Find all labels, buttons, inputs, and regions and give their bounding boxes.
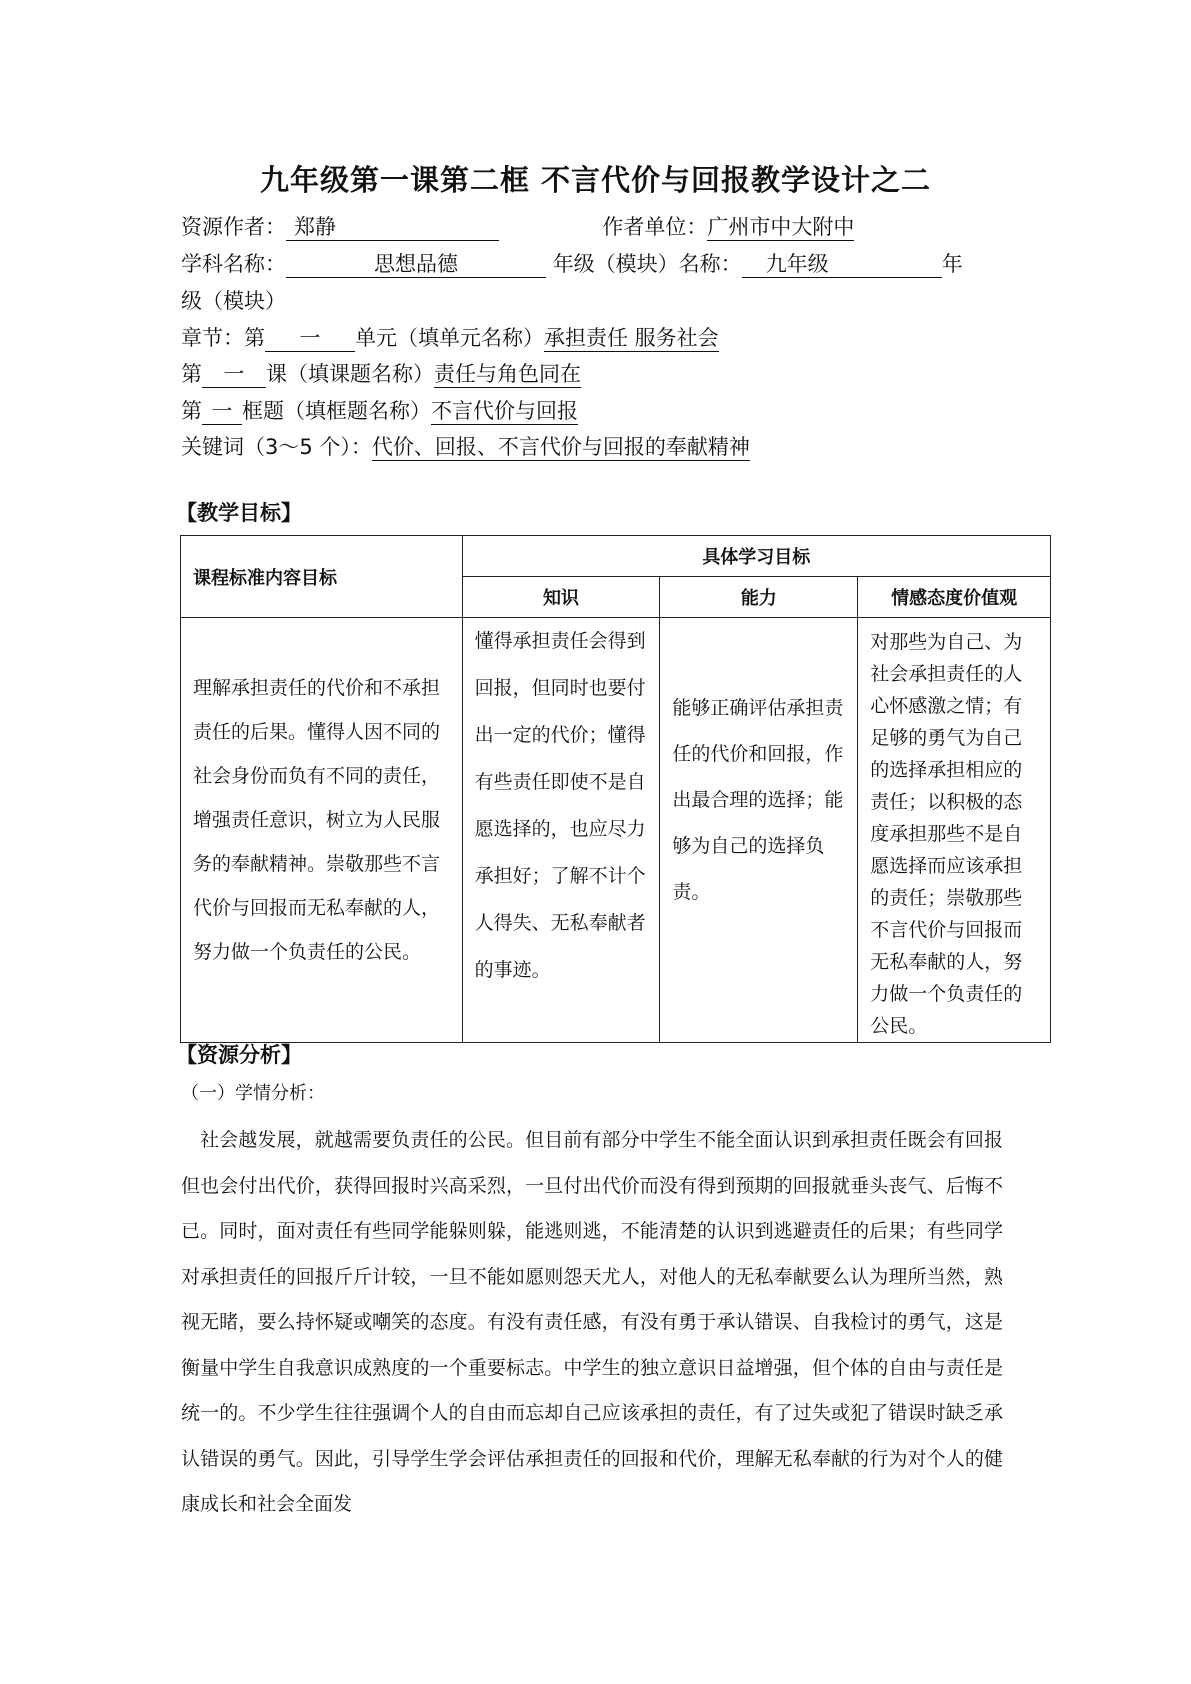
section-resource: 【资源分析】 <box>176 1043 302 1067</box>
col-ability-header: 能力 <box>660 577 858 618</box>
author-line <box>181 212 854 242</box>
lesson-line <box>181 359 581 389</box>
knowledge-cell <box>462 618 660 1043</box>
chapter-num: 一 <box>265 325 355 352</box>
subject-label: 学科名称： <box>181 252 286 276</box>
author-label: 资源作者： <box>181 215 286 239</box>
lesson-value: 责任与角色同在 <box>434 362 581 386</box>
frame-value: 不言代价与回报 <box>431 399 578 423</box>
analysis-paragraph: 社会越发展，就越需要负责任的公民。但目前有部分中学生不能全面认识到承担责任既会有回报但也会付出代价，获得回报时兴高采烈，一旦付出代价而没有得到预期的回报就垂头丧气、后悔不已。同时，面对责任有些同学能躲则躲，能逃则逃，不能清楚的认识到逃避责任的后果；有些同学对承担责任的回报斤斤计较，一旦不能如愿则怨天尤人，对他人的无私奉献要么认为理所当然，熟视无睹，要么持怀疑或嘲笑的态度。有没有责任感，有没有勇于承认错误、自我检讨的勇气，这是衡量中学生自我意识成熟度的一个重要标志。中学生的独立意识日益增强，但个体的自由与责任是统一的。不少学生往往强调个人的自由而忘却自己应该承担的责任，有了过失或犯了错误时缺乏承认错误的勇气。因此，引导学生学会评估承担责任的回报和代价，理解无私奉献的行为对个人的健康成长和社会全面发 <box>181 1129 1003 1515</box>
goals-table <box>180 535 1051 1043</box>
ability-cell <box>660 618 858 1043</box>
chapter-prefix: 章节：第 <box>181 326 265 350</box>
frame-num: 一 <box>202 398 242 425</box>
col-emotion-header: 情感态度价值观 <box>858 577 1051 618</box>
knowledge-text: 懂得承担责任会得到回报，但同时也要付出一定的代价；懂得有些责任即使不是自愿选择的，也应尽力承担好；了解不计个人得失、无私奉献者的事迹。 <box>474 630 646 981</box>
col-knowledge-header: 知识 <box>462 577 660 618</box>
keywords-label: 关键词（3～5 个）： <box>181 435 372 459</box>
grade-wrap: 级（模块） <box>181 289 286 313</box>
lesson-num: 一 <box>202 361 266 388</box>
chapter-mid: 单元（填单元名称） <box>355 326 544 350</box>
frame-prefix: 第 <box>181 399 202 423</box>
standard-text: 理解承担责任的代价和不承担责任的后果。懂得人因不同的社会身份而负有不同的责任，增强责任意识，树立为人民服务的奉献精神。崇敬那些不言代价与回报而无私奉献的人，努力做一个负责任的公民。 <box>193 677 441 963</box>
col-specific-header: 具体学习目标 <box>462 536 1050 577</box>
ability-text: 能够正确评估承担责任的代价和回报，作出最合理的选择；能够为自己的选择负责。 <box>672 697 844 903</box>
col-standard-header: 课程标准内容目标 <box>181 536 463 618</box>
lesson-mid: 课（填课题名称） <box>266 362 434 386</box>
grade-label: 年级（模块）名称： <box>552 252 742 276</box>
subject-line <box>181 249 963 279</box>
unit-label: 作者单位： <box>602 215 708 239</box>
grade-value: 九年级 <box>742 251 942 278</box>
chapter-value: 承担责任 服务社会 <box>544 326 719 350</box>
chapter-line <box>181 323 719 353</box>
sub-heading: （一）学情分析： <box>181 1083 325 1104</box>
unit-value: 广州市中大附中 <box>707 215 855 239</box>
author-value: 郑静 <box>286 214 499 241</box>
keywords-value: 代价、回报、不言代价与回报的奉献精神 <box>371 435 750 459</box>
standard-cell <box>181 618 463 1043</box>
page-title: 九年级第一课第二框 不言代价与回报教学设计之二 <box>259 163 932 197</box>
keywords-line <box>181 432 750 462</box>
section-goals: 【教学目标】 <box>176 501 302 525</box>
emotion-text: 对那些为自己、为社会承担责任的人心怀感激之情；有足够的勇气为自己的选择承担相应的责任；以积极的态度承担那些不是自愿选择而应该承担的责任；崇敬那些不言代价与回报而无私奉献的人，努力做一个负责任的公民。 <box>870 631 1023 1037</box>
grade-suffix: 年 <box>941 252 963 276</box>
emotion-cell <box>858 618 1051 1043</box>
subject-value: 思想品德 <box>286 251 546 278</box>
frame-mid: 框题（填框题名称） <box>242 399 431 423</box>
lesson-prefix: 第 <box>181 362 202 386</box>
frame-line <box>181 396 578 426</box>
